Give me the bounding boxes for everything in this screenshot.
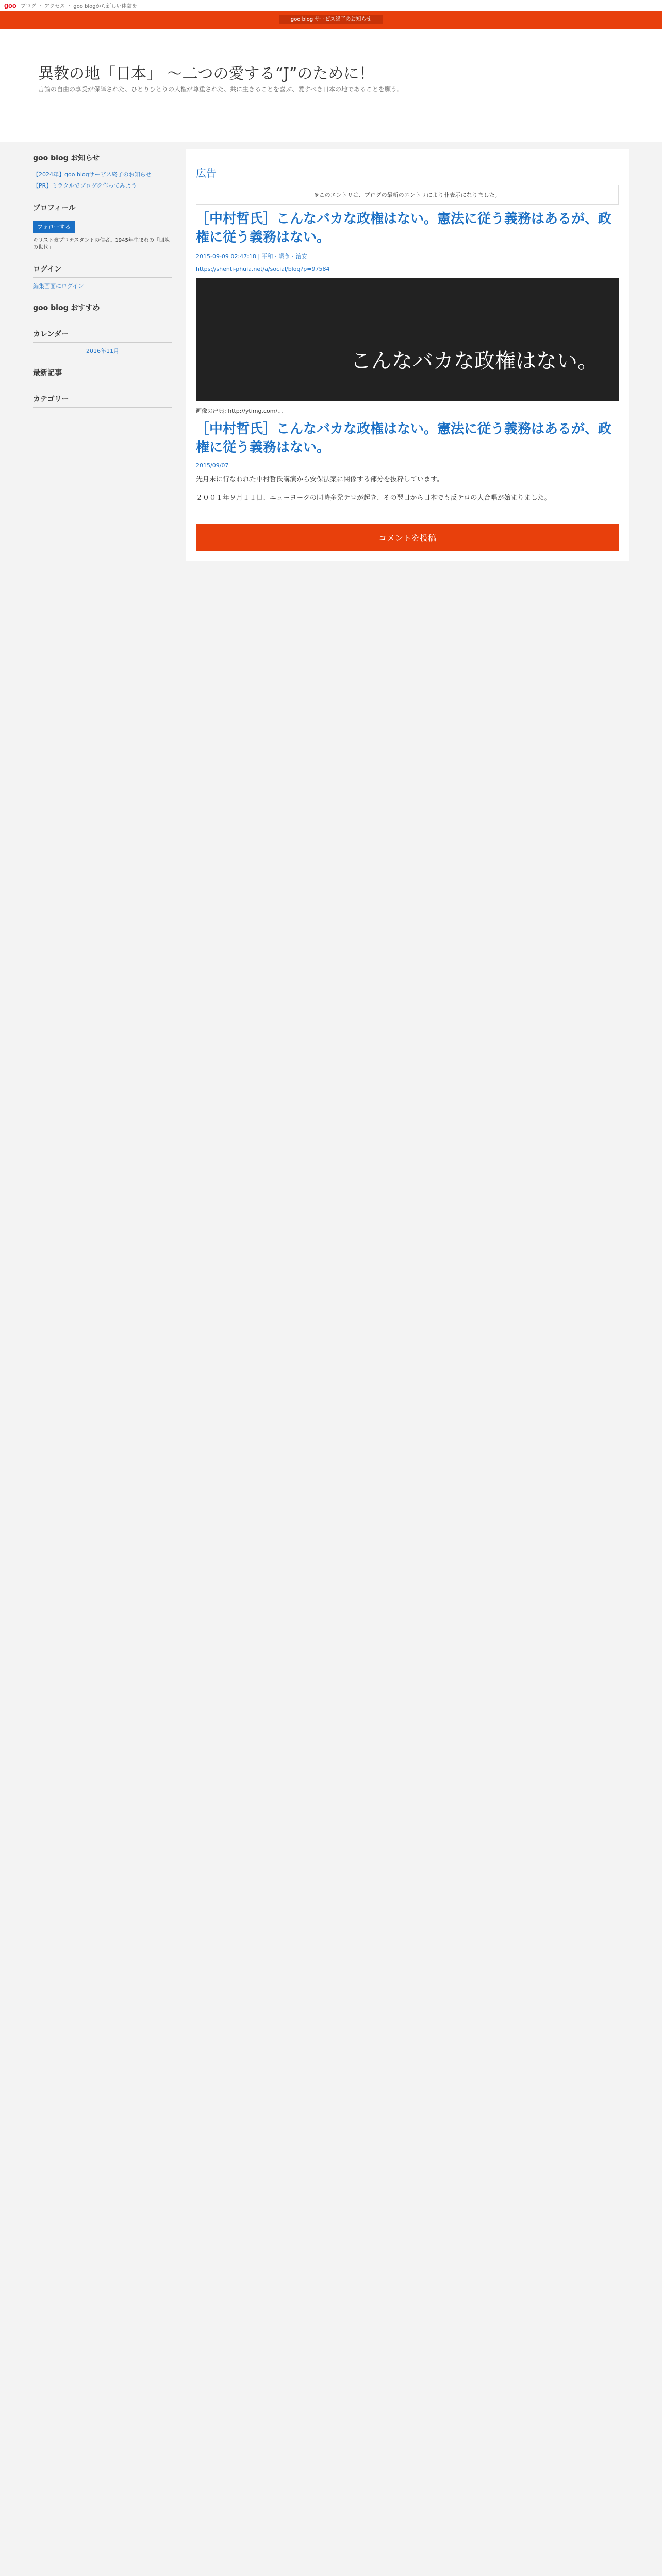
top-links[interactable]: ブログ ・ アクセス ・ goo blogから新しい体験を xyxy=(20,4,137,9)
login-section xyxy=(33,261,172,290)
main-content xyxy=(186,149,629,561)
notice-section xyxy=(33,149,172,190)
category-heading: カテゴリー xyxy=(33,391,172,408)
ad-label: 広告 xyxy=(196,167,217,179)
notice-heading: goo blog お知らせ xyxy=(33,149,172,166)
blog-header xyxy=(0,29,662,142)
follow-button[interactable]: フォローする xyxy=(33,221,75,233)
recommend-heading: goo blog おすすめ xyxy=(33,299,172,316)
article-date2: 2015/09/07 xyxy=(196,462,229,469)
article-body xyxy=(186,474,629,504)
notice-item[interactable]: 【PR】ミラクルでブログを作ってみよう xyxy=(33,182,137,189)
image-caption: こんなバカな政権はない。 xyxy=(351,349,598,373)
source-url[interactable]: https://shenti-phuia.net/a/social/blog?p=97584 xyxy=(196,266,330,273)
body-paragraph: ２００１年９月１１日、ニューヨークの同時多発テロが起き、その翌日から日本でも反テロの大合唱が始まりました。 xyxy=(196,494,551,502)
login-heading: ログイン xyxy=(33,261,172,278)
sidebar xyxy=(33,149,172,417)
recent-section xyxy=(33,364,172,381)
article-date: 2015-09-09 02:47:18 | 平和・戦争・治安 xyxy=(196,253,307,260)
article-subtitle: ［中村哲氏］こんなバカな政権はない。憲法に従う義務はあるが、政権に従う義務はない。 xyxy=(196,421,612,455)
category-section xyxy=(33,391,172,408)
blog-title[interactable]: 異教の地「日本」 ～二つの愛する“J”のために！ xyxy=(38,65,375,83)
goo-logo[interactable]: goo xyxy=(4,2,16,9)
article-title[interactable]: ［中村哲氏］こんなバカな政権はない。憲法に従う義務はあるが、政権に従う義務はない。 xyxy=(196,211,612,245)
profile-text: キリスト教プロテスタントの信者。1945年生まれの「団塊の世代」 xyxy=(33,238,170,250)
calendar-heading: カレンダー xyxy=(33,326,172,343)
login-link[interactable]: 編集画面にログイン xyxy=(33,283,84,290)
comment-button[interactable]: コメントを投稿 xyxy=(196,524,619,551)
service-end-notice[interactable]: goo blog サービス終了のお知らせ xyxy=(279,15,383,24)
recommend-section xyxy=(33,299,172,316)
profile-heading: プロフィール xyxy=(33,199,172,216)
notice-item[interactable]: 【2024年】goo blogサービス終了のお知らせ xyxy=(33,171,152,178)
entry-notice: ※このエントリは、ブログの最新のエントリにより非表示になりました。 xyxy=(196,185,619,205)
body-paragraph: 先月末に行なわれた中村哲氏講演から安保法案に関係する部分を抜粋しています。 xyxy=(196,476,443,483)
calendar-month: 2016年11月 xyxy=(86,348,119,354)
profile-section xyxy=(33,199,172,251)
blog-description: 言論の自由の享受が保障された、ひとりひとりの人権が尊重された、共に生きることを喜ぶ、愛すべき日本の地であることを願う。 xyxy=(38,86,404,93)
goo-top-bar xyxy=(0,0,662,11)
calendar-section xyxy=(33,326,172,355)
image-credit: 画像の出典: http://ytimg.com/... xyxy=(196,408,283,414)
article-image xyxy=(196,278,619,401)
recent-heading: 最新記事 xyxy=(33,364,172,381)
